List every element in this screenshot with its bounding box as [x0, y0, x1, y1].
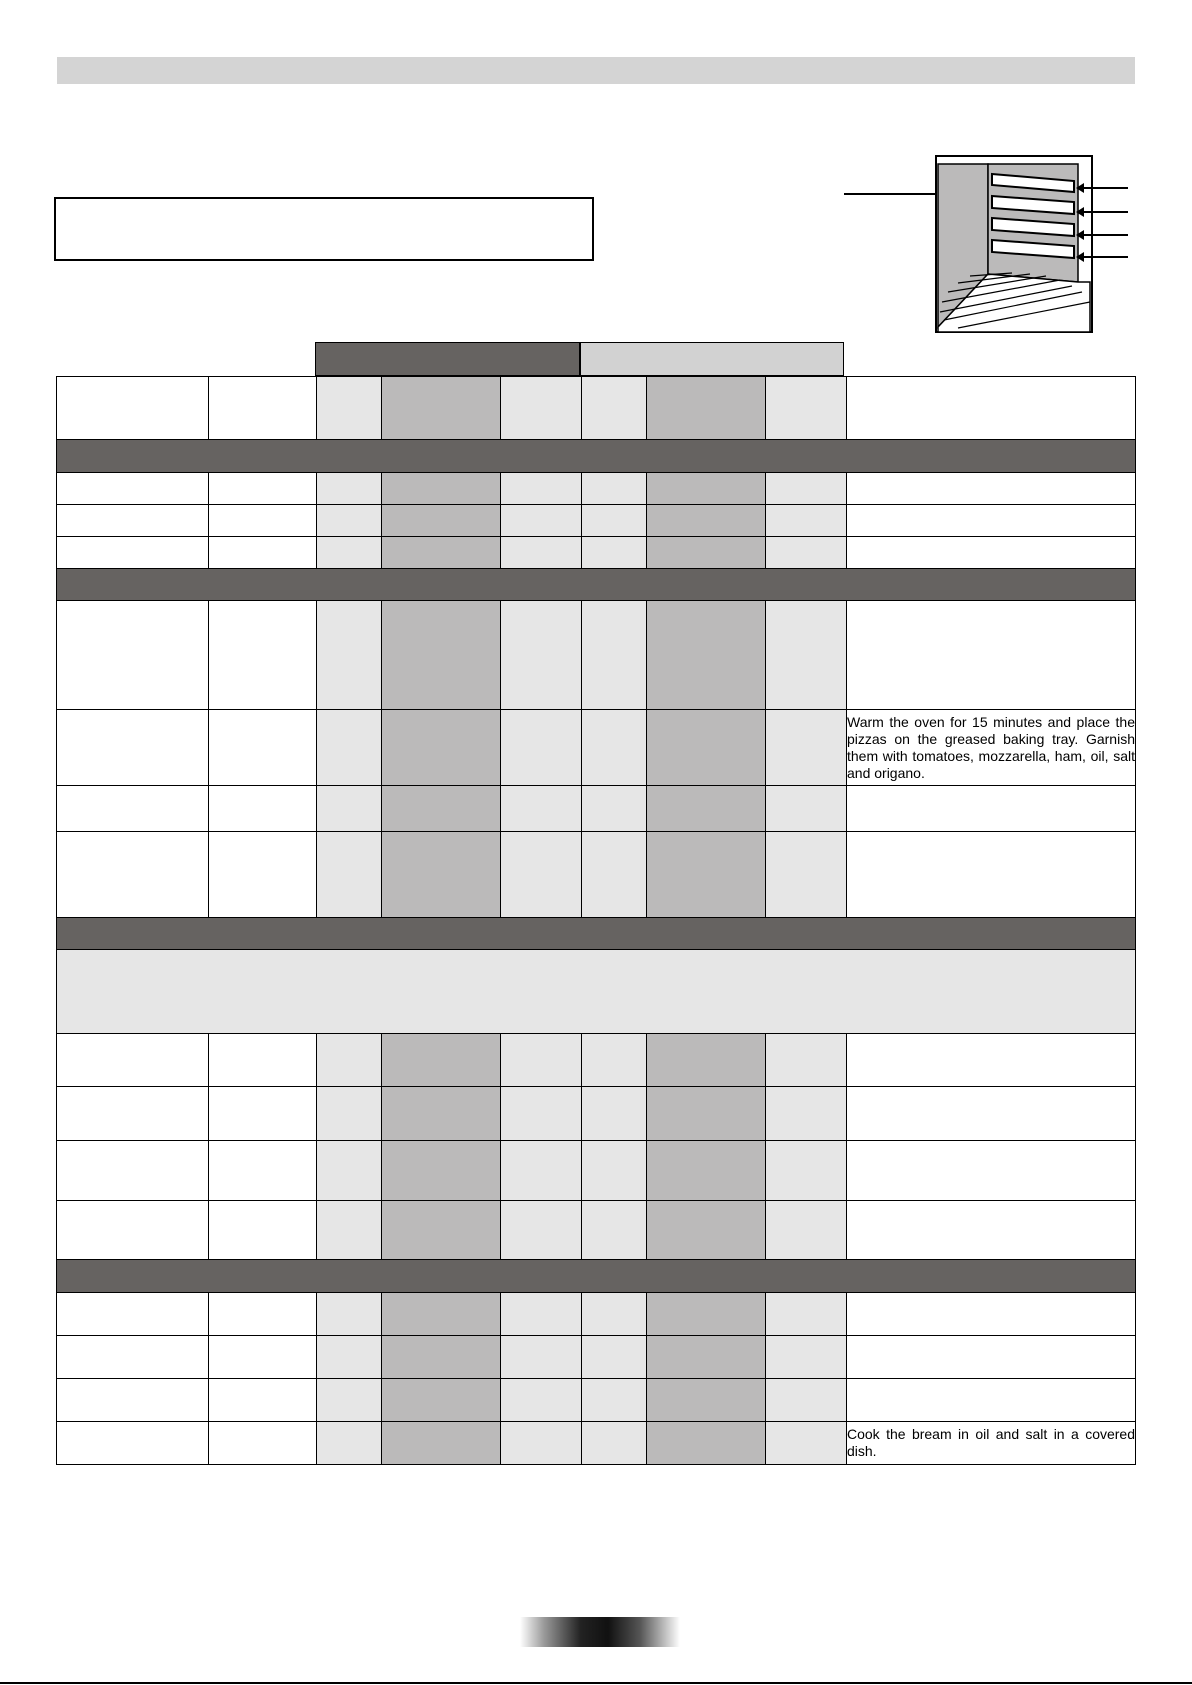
table-row	[57, 1379, 1136, 1422]
table-row	[57, 786, 1136, 832]
bream-description: Cook the bream in oil and salt in a covered dish.	[847, 1422, 1136, 1465]
table-row	[57, 1201, 1136, 1260]
note-row	[57, 950, 1136, 1034]
table-row	[57, 1293, 1136, 1336]
page-number-tab	[520, 1617, 680, 1647]
table-row	[57, 710, 1136, 786]
table-row	[57, 601, 1136, 710]
page-header-bar	[57, 57, 1135, 84]
table-row	[57, 505, 1136, 537]
table-row	[57, 1141, 1136, 1201]
section-row	[57, 918, 1136, 950]
section-row	[57, 440, 1136, 473]
table-row	[57, 473, 1136, 505]
section-row	[57, 1260, 1136, 1293]
header-group-light	[580, 342, 844, 376]
table-row	[57, 1422, 1136, 1465]
table-row	[57, 832, 1136, 918]
cooking-table	[56, 376, 1136, 1465]
oven-icon	[840, 152, 1130, 334]
title-box	[54, 197, 594, 261]
table-row	[57, 1087, 1136, 1141]
bottom-rule	[0, 1682, 1192, 1684]
header-group-dark	[315, 342, 580, 376]
table-header-row	[57, 377, 1136, 440]
table-row	[57, 1034, 1136, 1087]
section-row	[57, 569, 1136, 601]
table-row	[57, 1336, 1136, 1379]
table-row	[57, 537, 1136, 569]
pizza-description: Warm the oven for 15 minutes and place the pizzas on the greased baking tray. Garnish them with tomatoes, mozzarella, ham, oil, salt and origano.	[847, 710, 1136, 786]
